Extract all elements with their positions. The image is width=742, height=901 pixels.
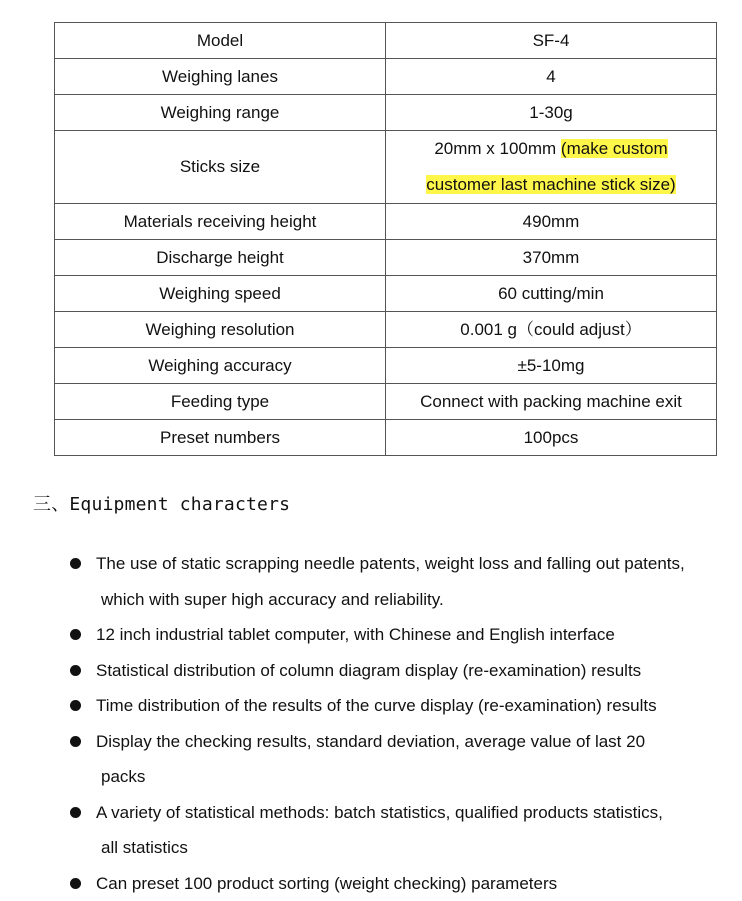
list-item-text	[96, 617, 738, 653]
section-heading: 三、Equipment characters	[33, 490, 290, 516]
row-value: 4	[386, 59, 717, 95]
row-label: Model	[55, 23, 386, 59]
list-item	[70, 866, 738, 901]
list-item-text	[96, 546, 738, 617]
list-item	[70, 795, 738, 866]
row-label: Weighing lanes	[55, 59, 386, 95]
table-row	[55, 59, 717, 95]
row-label: Weighing accuracy	[55, 348, 386, 384]
list-item-line: all statistics	[96, 838, 188, 857]
list-item-text	[96, 688, 738, 724]
list-item-line: A variety of statistical methods: batch statistics, qualified products statistics,	[96, 803, 663, 822]
row-label: Sticks size	[55, 131, 386, 204]
list-item-text	[96, 795, 738, 866]
list-item-text	[96, 653, 738, 689]
list-item-line: which with super high accuracy and reliability.	[96, 590, 444, 609]
row-label: Weighing speed	[55, 276, 386, 312]
table-row	[55, 95, 717, 131]
bullet-icon	[70, 629, 81, 640]
row-value: 0.001 g（could adjust）	[386, 312, 717, 348]
table-row	[55, 276, 717, 312]
bullet-icon	[70, 665, 81, 676]
list-item-text	[96, 724, 738, 795]
row-value: 490mm	[386, 204, 717, 240]
spec-table	[54, 22, 717, 456]
list-item-line: 12 inch industrial tablet computer, with Chinese and English interface	[96, 625, 615, 644]
list-item-line: Display the checking results, standard deviation, average value of last 20	[96, 732, 645, 751]
list-item	[70, 724, 738, 795]
row-value: 60 cutting/min	[386, 276, 717, 312]
highlighted-note: (make custom	[561, 139, 668, 158]
bullet-icon	[70, 878, 81, 889]
row-label: Weighing resolution	[55, 312, 386, 348]
table-row	[55, 240, 717, 276]
row-value: Connect with packing machine exit	[386, 384, 717, 420]
list-item-line: Time distribution of the results of the curve display (re-examination) results	[96, 696, 657, 715]
table-row	[55, 312, 717, 348]
list-item	[70, 688, 738, 724]
bullet-icon	[70, 807, 81, 818]
list-item	[70, 617, 738, 653]
row-label: Preset numbers	[55, 420, 386, 456]
table-row	[55, 204, 717, 240]
list-item-line: Statistical distribution of column diagram display (re-examination) results	[96, 661, 641, 680]
row-value: 370mm	[386, 240, 717, 276]
list-item-line: Can preset 100 product sorting (weight checking) parameters	[96, 874, 557, 893]
list-item-text	[96, 866, 738, 901]
bullet-icon	[70, 558, 81, 569]
list-item	[70, 653, 738, 689]
row-label: Materials receiving height	[55, 204, 386, 240]
list-item-line: The use of static scrapping needle patents, weight loss and falling out patents,	[96, 554, 685, 573]
highlighted-note: customer last machine stick size)	[426, 175, 675, 194]
list-item-line: packs	[96, 767, 145, 786]
row-label: Feeding type	[55, 384, 386, 420]
table-row	[55, 131, 717, 204]
row-value: 1-30g	[386, 95, 717, 131]
table-row	[55, 384, 717, 420]
row-value: 100pcs	[386, 420, 717, 456]
row-value: ±5-10mg	[386, 348, 717, 384]
row-label: Weighing range	[55, 95, 386, 131]
feature-list	[70, 546, 738, 901]
list-item	[70, 546, 738, 617]
table-row	[55, 420, 717, 456]
table-row	[55, 348, 717, 384]
table-row	[55, 23, 717, 59]
row-value-sticks-size	[386, 131, 717, 204]
bullet-icon	[70, 700, 81, 711]
value-plain: 20mm x 100mm	[434, 139, 561, 158]
bullet-icon	[70, 736, 81, 747]
row-label: Discharge height	[55, 240, 386, 276]
row-value: SF-4	[386, 23, 717, 59]
